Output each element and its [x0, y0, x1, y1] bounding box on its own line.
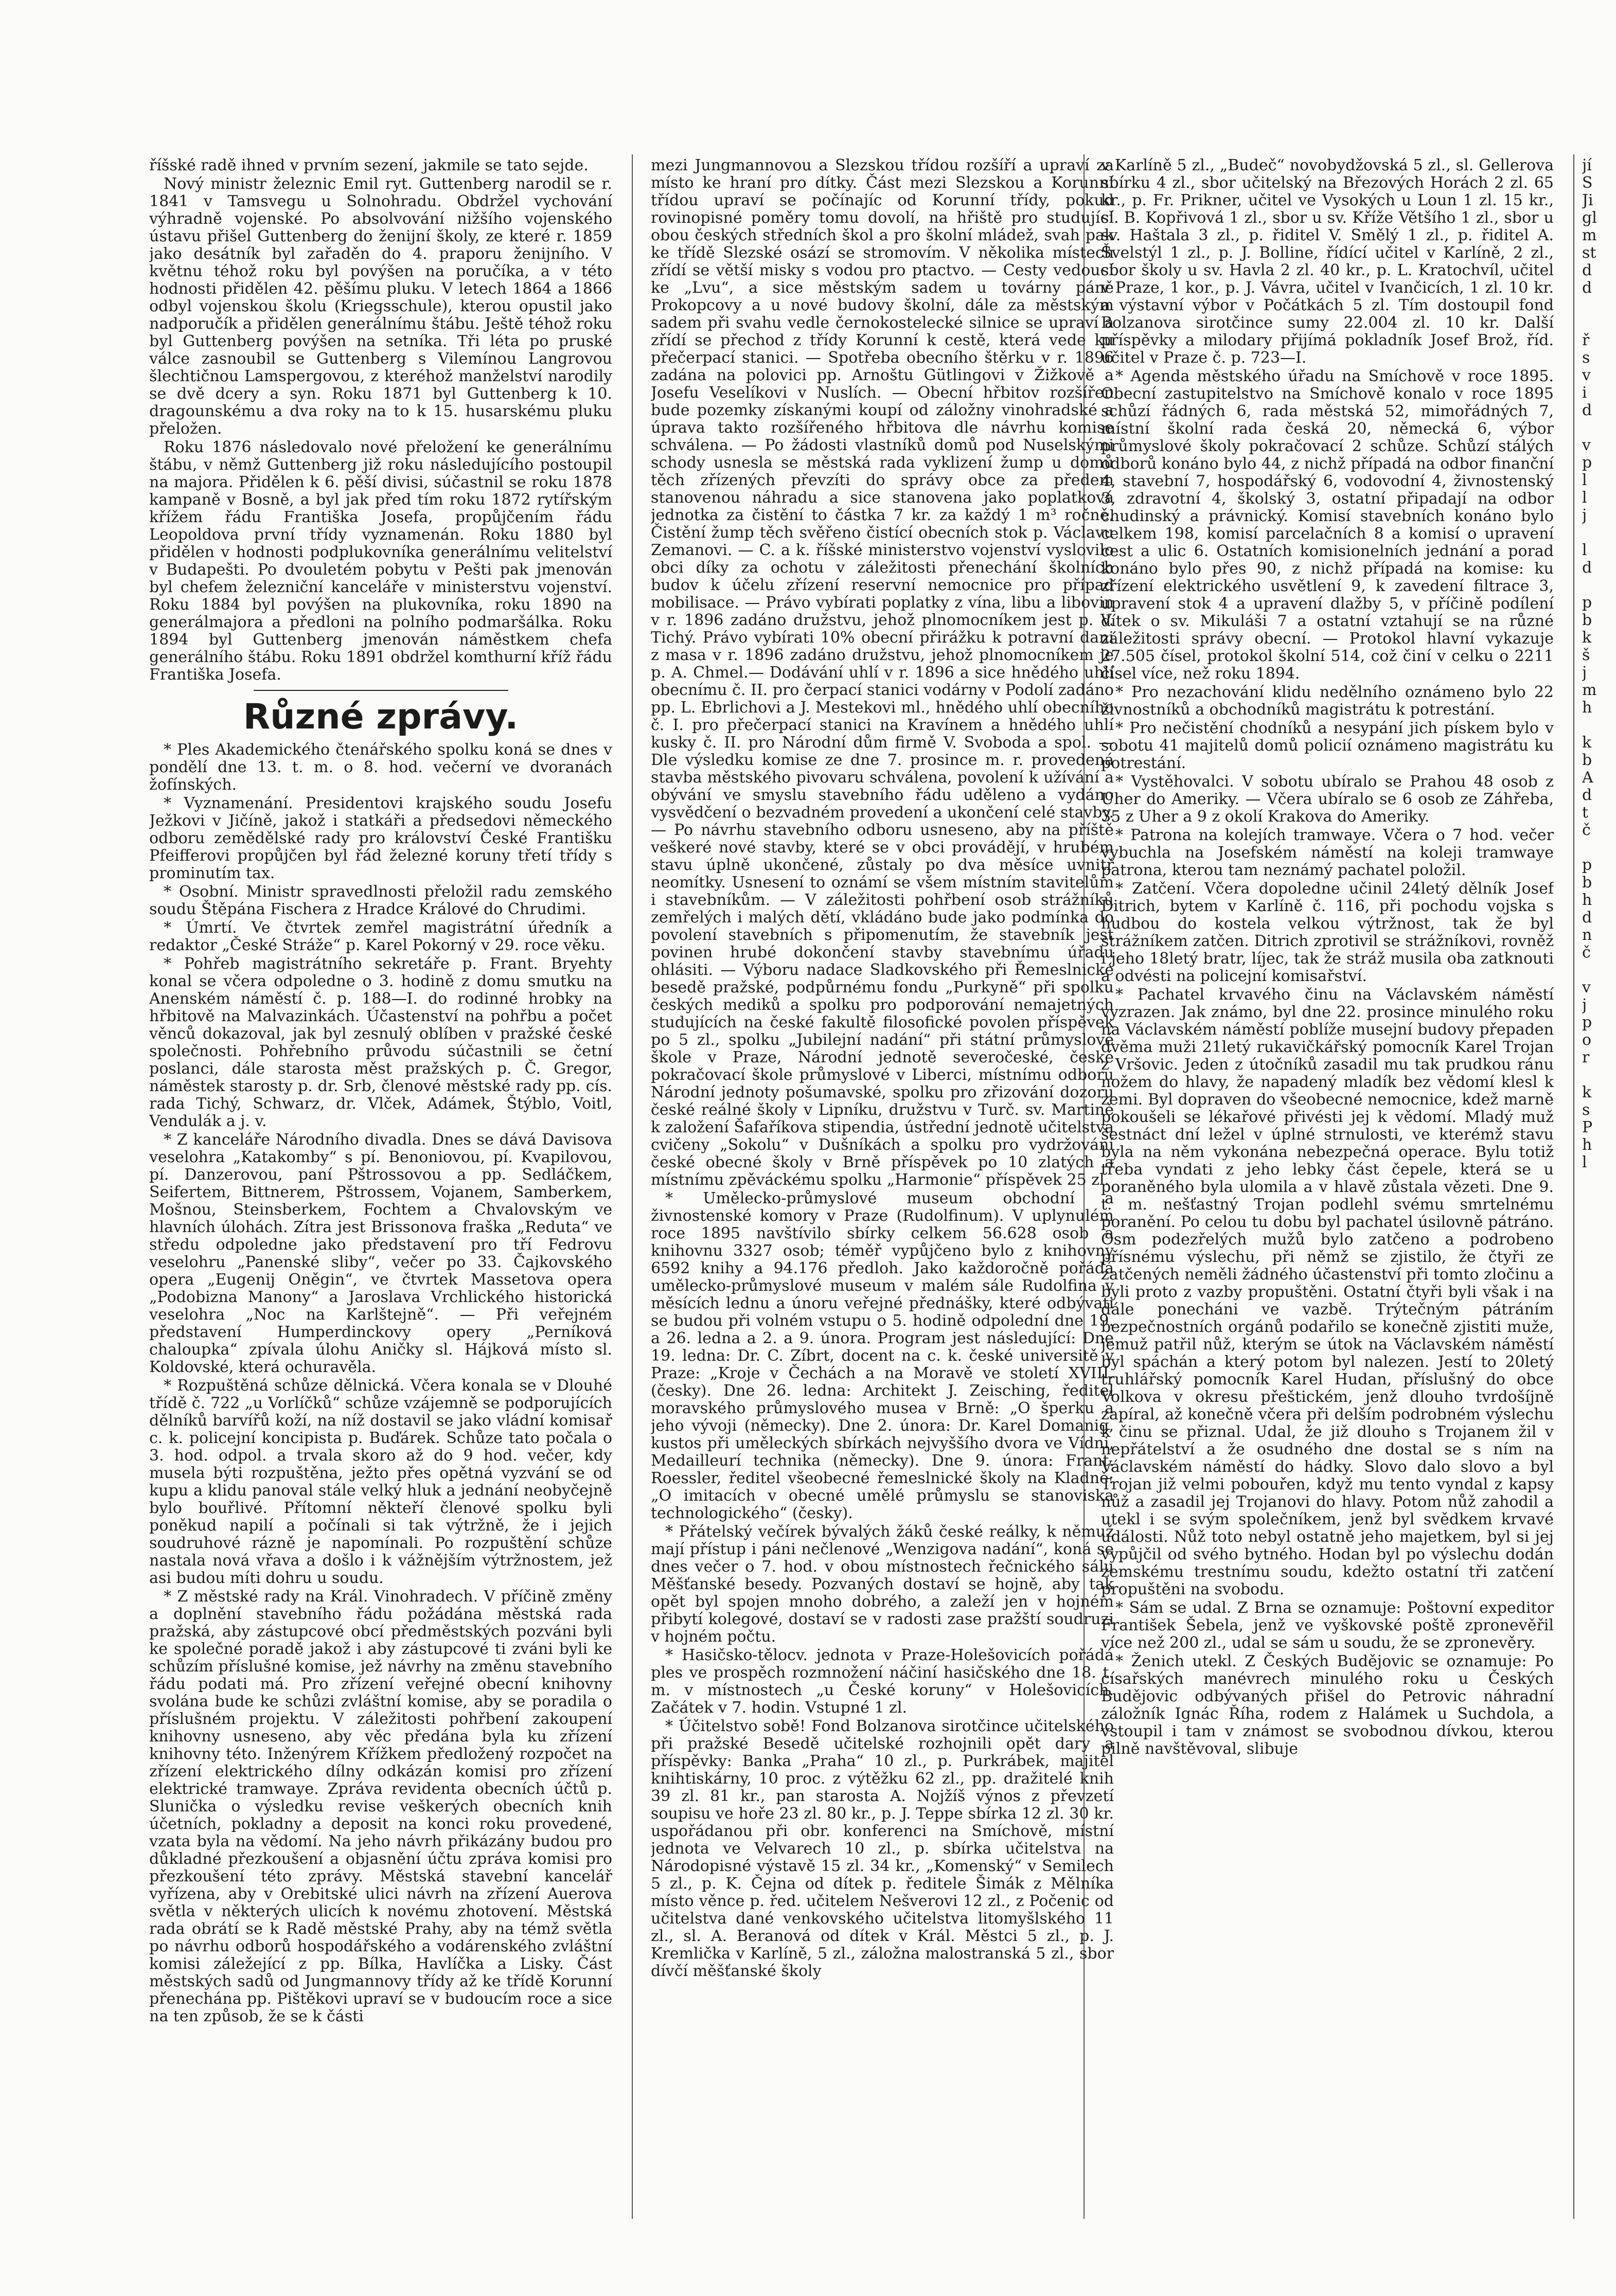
news-item: * Zatčení. Včera dopoledne učinil 24letý dělník Josef Ditrich, bytem v Karlíně č. 116, při pochodu vojska s hudbou do kostela velkou výtržnost, tak že byl strážníkem zatčen. Ditrich zprotivil se strážníkovi, rovněž i jeho 18letý bratr, líjec, tak že stráž musila oba zatknouti a odvésti na policejní komisařství. [1101, 880, 1554, 985]
article-paragraph: říšské radě ihned v prvním sezení, jakmile se tato sejde. [149, 157, 589, 174]
news-item: * Vystěhovalci. V sobotu ubíralo se Prahou 48 osob z Uher do Ameriky. — Včera ubíralo se 6 osob ze Záhřeba, 35 z Uher a 9 z okolí Krakova do Ameriky. [1101, 773, 1554, 826]
column-2 [651, 157, 1114, 2224]
cropped-column-text: jí S Ji gl m st d d ř s v i d v p l l j l d p b k š j m h k b A d t č p b h d n č v j p o r k s P h l [1582, 157, 1597, 1171]
news-item: * Přátelský večírek bývalých žáků české reálky, k němuž mají přístup i páni nečlenové „Wenzigova nadání“, koná se dnes večer o 7. hod. v obou místnostech řečnického sálu Měšťanské besedy. Pozvaných dostaví se hojně, aby tak opět byl spojen mnoho dobrého, a zaleží jen v hojném přibytí kolegové, dostaví se v radosti zase pražští soudruzi v hojném počtu. [651, 1523, 1114, 1646]
news-item: * Hasičsko-tělocv. jednota v Praze-Holešovicích pořádá ples ve prospěch rozmnožení náčiní hasičského dne 18. t. m. v místnostech „u České koruny“ v Holešovicích. Začátek v 7. hodin. Vstupné 1 zl. [651, 1646, 1114, 1717]
news-item: * Agenda městského úřadu na Smíchově v roce 1895. Obecní zastupitelstvo na Smíchově konalo v roce 1895 schůzí řádných 6, rada městská 52, mimořádných 7, místní školní rada česká 20, německá 6, výbor průmyslové školy pokračovací 2 schůze. Schůzí stálých odborů konáno bylo 44, z nichž případá na odbor finanční 4, stavební 7, hospodářský 6, vodovodní 4, živnostenský 3, zdravotní 4, školský 3, ostatní připadají na odbor chudinský a právnický. Komisí stavebních konáno bylo celkem 198, komisí parcelačních 8 a komisí o upravení cest a ulic 6. Ostatních komisionelních jednání a porad konáno bylo přes 90, z nichž případá na komise: ku zřízení elektrického usvětlení 9, k zavedení filtrace 3, upravení stok 4 a upravení dlažby 5, v příčině podílení dítek o sv. Mikuláši 7 a ostatní vztahují se na různé záležitosti správy obecní. — Protokol hlavní vykazuje 27.505 čísel, protokol školní 514, což činí v celku o 2211 čísel více, než roku 1894. [1101, 367, 1554, 683]
separator-rule [254, 690, 508, 691]
news-item: * Rozpuštěná schůze dělnická. Včera konala se v Dlouhé třídě č. 722 „u Vorlíčků“ schůze vzájemně se podporujících dělníků barvířů koží, na níž dostavil se jako vládní komisař c. k. policejní koncipista p. Buďárek. Schůze tato počala o 3. hod. odpol. a trvala skoro až do 9 hod. večer, kdy musela býti rozpuštěna, ježto přes opětná vyzvání se od kupu a klidu panoval stále velký hluk a jednání neobyčejně bylo bouřlivé. Přítomní někteří členové spolku byli poněkud napilí a počínali si tak výtržně, že i jejich soudruhové rázně je napomínali. Po rozpuštění schůze nastala nová vřava a došlo i k vážnějším výtržnostem, jež asi budou míti dohru u soudu. [149, 1377, 612, 1587]
news-item: * Ples Akademického čtenářského spolku koná se dnes v pondělí dne 13. t. m. o 8. hod. večerní ve dvoranách žofínských. [149, 741, 612, 794]
news-item: * Umělecko-průmyslové museum obchodní a živnostenské komory v Praze (Rudolfinum). V uplynulém roce 1895 navštívilo sbírky celkem 56.628 osob a knihovnu 3327 osob; téměř vypůjčeno bylo z knihovny 6592 knihy a 94.176 předloh. Jako každoročně pořádá umělecko-průmyslové museum v malém sále Rudolfina v měsících lednu a únoru veřejné přednášky, které odbývati se budou při volném vstupu o 5. hodině odpolední dne 19. a 26. ledna a 2. a 9. února. Program jest následující: Dne 19. ledna: Dr. C. Zíbrt, docent na c. k. české universitě v Praze: „Kroje v Čechách a na Moravě ve století XVIII. (česky). Dne 26. ledna: Architekt J. Zeisching, ředitel moravského průmyslového musea v Brně: „O šperku a jeho vývoji (německy). Dne 2. února: Dr. Karel Domanig, kustos při uměleckých sbírkách nejvyššího dvora ve Vídni, Medailleurí technika (německy). Dne 9. února: Frant. Roessler, ředitel všeobecné řemeslnické školy na Kladně: „O imitacích v obecné umělé průmyslu se stanoviska technologického“ (česky). [651, 1189, 1114, 1522]
news-item: * Vyznamenání. Presidentovi krajského soudu Josefu Ježkovi v Jičíně, jakož i statkáři a předsedovi německého odboru zemědělské rady pro království České Františku Pfeifferovi propůjčen byl řád železné koruny třetí třídy s prominutím tax. [149, 794, 612, 882]
news-item: * Z kanceláře Národního divadla. Dnes se dává Davisova veselohra „Katakomby“ s pí. Benoniovou, pí. Kvapilovou, pí. Danzerovou, paní Pštrossovou a pp. Sedláčkem, Seifertem, Bittnerem, Pštrossem, Vojanem, Samberkem, Mošnou, Steinsberkem, Fochtem a Chvalovským ve hlavních úlohách. Zítra jest Brissonova fraška „Reduta“ ve středu odpoledne jako představení pro tří Fedrovu veselohru „Panenské sliby“, večer po 33. Čajkovského opera „Eugenij Oněgin“, ve čtvrtek Massetova opera „Podobizna Manony“ a Jaroslava Vrchlického historická veselohra „Noc na Karlštejně“. — Při veřejném představení Humperdinckovy opery „Perníková chaloupka“ zpívala úlohu Aničky sl. Hájková místo sl. Koldovské, která ochuravěla. [149, 1131, 612, 1376]
column-1 [149, 157, 612, 2224]
article-paragraph: Nový ministr železnic Emil ryt. Guttenberg narodil se r. 1841 v Tamsvegu u Solnohradu. Obdržel vychování výhradně vojenské. Po absolvování nižšího vojenského ústavu přišel Guttenberg do ženijní školy, ze které r. 1859 jako desátník byl zařaděn do 4. praporu ženijního. V květnu téhož roku byl povýšen na poručíka, a v této hodnosti přidělen 42. pěšímu pluku. V letech 1864 a 1866 odbyl vojenskou školu (Kriegsschule), kterou opustil jako nadporučík a přidělen generálnímu štábu. Ještě téhož roku byl Guttenberg povýšen na setníka. Tři léta po pruské válce zasnoubil se Guttenberg s Vilemínou Langrovou šlechtičnou Lamspergovou, z kteréhož manželství narodily se dvě dcery a syn. Roku 1871 byl Guttenberg k 10. dragounskému a dva roky na to k 15. husarskému pluku přeložen. [149, 175, 612, 438]
news-item: * Pohřeb magistrátního sekretáře p. Frant. Bryehty konal se včera odpoledne o 3. hodině z domu smutku na Anenském náměstí č. p. 188—I. do rodinné hrobky na hřbitově na Malvazinkách. Účastenství na pohřbu a počet věnců dokazoval, jak byl zesnulý oblíben v pražské české společnosti. Pohřebního průvodu súčastnili se četní poslanci, dále starosta měst pražských p. Č. Gregor, náměstek starosty p. dr. Srb, členové městské rady pp. cís. rada Tichý, Schwarz, dr. Vlček, Adámek, Štýblo, Voitl, Vendulák a j. v. [149, 955, 612, 1130]
news-item: * Úmrtí. Ve čtvrtek zemřel magistrátní úředník a redaktor „České Stráže“ p. Karel Pokorný v 29. roce věku. [149, 919, 612, 954]
column-3 [1101, 157, 1554, 2224]
news-item: * Osobní. Ministr spravedlnosti přeložil radu zemského soudu Štěpána Fischera z Hradce Králové do Chrudimi. [149, 883, 612, 918]
column-4-fragment [1582, 157, 1616, 2224]
column-divider [632, 154, 633, 2219]
news-item: * Patrona na kolejích tramwaye. Včera o 7 hod. večer vybuchla na Josefském náměstí na koleji tramwaye patrona, kterou tam neznámý pachatel položil. [1101, 826, 1554, 879]
news-item: * Pachatel krvavého činu na Václavském náměstí vyzrazen. Jak známo, byl dne 22. prosince minulého roku na Václavském náměstí poblíže musejní budovy přepaden dvěma muži 21letý rukavičkářský pomocník Karel Trojan z Vršovic. Jeden z útočníků zasadil mu tak prudkou ránu nožem do hlavy, že napadený mladík bez vědomí klesl k zemi. Byl dopraven do všeobecné nemocnice, kdež marně pokoušeli se lékařové přivésti jej k vědomí. Mladý muž šestnáct dní ležel v úplné strnulosti, ve kterémž stavu byla na něm vykonána nebezpečná operace. Bylu totiž třeba vyndati z jeho lebky část čepele, která se u poraněného byla ulomila a v hlavě zůstala vězeti. Dne 9. t. m. nešťastný Trojan podlehl svému smrtelnému poranění. Po celou tu dobu byl pachatel úsilovně pátráno. Osm podezřelých mužů bylo zatčeno a podrobeno přísnému výslechu, při němž se zjistilo, že čtyři ze zatčených neměli žádného účastenství při tomto zločinu a byli proto z vazby propuštěni. Ostatní čtyři byli však i na dále ponecháni ve vazbě. Trýtečným pátráním bezpečnostních orgánů podařilo se konečně zjistiti muže, jemuž patřil nůž, kterým se útok na Václavském náměstí byl spáchán a který potom byl nalezen. Jestí to 20letý truhlářský pomocník Karel Hudan, příslušný do obce Volkova v okresu přeštickém, jenž dlouho tvrdošíjně zapíral, až konečně včera při delším podrobném výslechu k činu se přiznal. Udal, že již dlouho s Trojanem žil v nepřátelství a že osudného dne dostal se s ním na Václavském náměstí do hádky. Slovo dalo slovo a byl Trojan již velmi pobouřen, když mu tento vyndal z kapsy nůž a zasadil jej Trojanovi do hlavy. Potom nůž zahodil a utekl i se svým společníkem, jenž byl svědkem krvavé události. Nůž toto nebyl ostatně jeho majetkem, byl si jej vypůjčil od svého bytného. Hodan byl po výslechu dodán zemskému trestnímu soudu, kdežto ostatní tři zatčení propuštěni na svobodu. [1101, 986, 1554, 1598]
article-paragraph: Roku 1876 následovalo nové přeložení ke generálnímu štábu, v němž Guttenberg již roku následujícího postoupil na majora. Přidělen k 6. pěší divisi, súčastnil se roku 1878 kampaně v Bosně, a byl jak před tím roku 1872 rytířským křížem řádu Františka Josefa, propůjčením řádu Leopoldova první třídy vyznamenán. Roku 1880 byl přidělen v hodnosti podplukovníka generálnímu velitelství v Budapešti. Po dvouletém pobytu v Pešti pak jmenován byl chefem železniční kanceláře v ministerstvu vojenství. Roku 1884 byl povýšen na plukovníka, roku 1890 na generálmajora a předloni na polního podmaršálka. Roku 1894 byl Guttenberg jmenován náměstkem chefa generálního štábu. Roku 1891 obdržel komthurní kříž řádu Františka Josefa. [149, 438, 612, 684]
news-item: v Karlíně 5 zl., „Budeč“ novobydžovská 5 zl., sl. Gellerova sbírku 4 zl., sbor učitelský na Březových Horách 2 zl. 65 kr., p. Fr. Prikner, učitel ve Vysokých u Loun 1 zl. 15 kr., sl. B. Kopřivová 1 zl., sbor u sv. Kříže Většího 1 zl., sbor u sv. Haštala 3 zl., p. řiditel V. Smělý 1 zl., p. řiditel A. Švelstýl 1 zl., p. J. Bolline, řídící učitel v Karlíně, 2 zl., sbor školy u sv. Havla 2 zl. 40 kr., p. L. Kratochvíl, učitel v Praze, 1 kor., p. J. Vávra, učitel v Ivančicích, 1 zl. 10 kr. a výstavní výbor v Počátkách 5 zl. Tím dostoupil fond Bolzanova sirotčince sumy 22.004 zl. 10 kr. Další příspěvky a milodary přijímá pokladník Josef Brož, říd. učitel v Praze č. p. 723—I. [1101, 157, 1554, 367]
column-divider [1573, 154, 1574, 2219]
news-item: * Ženich utekl. Z Českých Budějovic se oznamuje: Po císařských manévrech minulého roku u Českých Budějovic odbývaných přišel do Petrovic náhradní záložník Ignác Říha, rodem z Halámek u Suchdola, a vstoupil i tam v známost se svobodnou dívkou, kterou pilně navštěvoval, slibuje [1101, 1652, 1554, 1758]
news-item: * Účitelstvo sobě! Fond Bolzanova sirotčince učitelského při pražské Besedě učitelské rozhojnili opět dary a příspěvky: Banka „Praha“ 10 zl., p. Purkrábek, majitel knihtiskárny, 10 proc. z výtěžku 62 zl., pp. dražitelé knih 39 zl. 81 kr., pan starosta A. Nojžíš výnos z převzetí soupisu ve hoře 23 zl. 80 kr., p. J. Teppe sbírka 12 zl. 30 kr. uspořádanou při obr. konferenci na Smíchově, místní jednota ve Velvarech 10 zl., p. sbírka učitelstva na Národopisné výstavě 15 zl. 34 kr., „Komenský“ v Semilech 5 zl., p. K. Čejna od dítek p. ředitele Šimák z Mělníka místo věnce p. řed. učitelem Nešverovi 12 zl., z Počenic od učitelstva dané venkovského učitelstva litomyšlského 11 zl., sl. A. Beranová od dítek v Král. Městci 5 zl., p. J. Kremlička v Karlíně, 5 zl., záložna malostranská 5 zl., sbor dívčí měšťanské školy [651, 1717, 1114, 1980]
news-item: mezi Jungmannovou a Slezskou třídou rozšíří a upraví za místo ke hraní pro dítky. Část mezi Slezskou a Korunní třídou upraví se počínajíc od Korunní třídy, pokud rovinopisné poměry tomu dovolí, na hřiště pro studující obou českých středních škol a pro školní mládež, svah pak ke třídě Slezské osází se stromovím. V několika místech zřídí se větší misky s vodou pro ptactvo. — Cesty vedoucí ke „Lvu“, a sice městským sadem u továrny páně Prokopcovy a u nové budovy školní, dále za městským sadem při svahu vedle černokostelecké silnice se upraví a zřídí se přechod z třídy Korunní k cestě, která vede ku přečerpací stanici. — Spotřeba obecního štěrku v r. 1896 zadána na polovici pp. Arnoštu Gütlingovi v Žižkově a Josefu Veselíkovi v Nuslích. — Obecní hřbitov rozšířen bude pozemky získanými koupí od záložny vinohradské a úprava takto rozšířeného hřbitova dle návrhu komise schválena. — Po žádosti vlastníků domů pod Nuselskými schody usnesla se městská rada vyklizení žump u domů těch zřízených převzíti do správy obce za předem stanovenou náhradu a sice stanovena jako poplatková jednotka za čistění to částka 7 kr. za každý 1 m³ ročně. Čistění žump těch svěřeno čistící obecních stok p. Václavu Zemanovi. — C. a k. říšské ministerstvo vojenství vyslovilo obci díky za ochotu v záležitosti přenechání školních budov k účelu zřízení reservní nemocnice pro případ mobilisace. — Právo vybírati poplatky z vína, libu a libovin v r. 1896 zadáno družstvu, jehož plnomocníkem jest p. V. Tichý. Právo vybírati 10% obecní přirážku k potravní dani z masa v r. 1896 zadáno družstvu, jehož plnomocníkem je p. A. Chmel.— Dodávání uhlí v r. 1896 a sice hnědého uhlí obecnímu č. II. pro čerpací stanici vodárny v Podolí zadáno pp. L. Ebrlichovi a J. Mestekovi ml., hnědého uhlí obecního č. I. pro přečerpací stanici na Kravínem a hnědého uhlí kusky č. II. pro Národní dům firmě V. Svoboda a spol. — Dle výsledku komise ze dne 7. prosince m. r. provedená stavba městského pivovaru schválena, povolení k užívání a obývání ve smyslu stavebního řádu uděleno a vydáno vysvědčení o bezvadném provedení a ukončení celé stavby. — Po návrhu stavebního odboru usneseno, aby na příště veškeré nové stavby, které se v obci provádějí, v hrubém stavu úplně ukončené, zůstaly po dva měsíce uvnitř neomítky. Usnesení to oznámí se všem místním stavitelům i stavebníkům. — V záležitosti pohřbení osob strážníků zemřelých i malých dětí, vkládáno bude jako podmínka do povolení stavebních s připomenutím, že stavebník jest povinen hrubé dokončení stavby stavebnímu úřadu ohlásiti. — Výboru nadace Sladkovského při Řemeslnické besedě pražské, podpůrnému fondu „Purkyně“ při spolku českých mediků a spolku pro podporování nemajetných studujících na české fakultě filosofické povolen příspěvek po 5 zl., spolku „Jubilejní nadání“ při státní průmyslové škole v Praze, Národní jednotě severočeské, české pokračovací škole průmyslové v Liberci, místnímu odboru Národní jednoty pošumavské, spolku pro zřizování dozoru české reálné školy v Lipníku, družstvu v Turč. sv. Martině k založení Šafaříkova stipendia, ústřední jednotě učitelstva cvičeny „Sokolu“ v Dušníkách a spolku pro vydržování české obecné školy v Brně příspěvek po 10 zlatých a místnímu zpěváckému spolku „Harmonie“ příspěvek 25 zl. [651, 157, 1114, 1189]
news-item: * Z městské rady na Král. Vinohradech. V příčině změny a doplnění stavebního řádu požádána městská rada pražská, aby zástupcové obcí předměstských pozváni byli ke společné poradě jakož i aby zástupcové ti zváni byli ke schůzím příslušné komise, jež návrhy na změnu stavebního řádu podati má. Pro zřízení veřejné obecní knihovny svolána bude ke schůzi zvláštní komise, aby se poradila o příslušném projektu. V záležitosti pohřbení zakoupení knihovny usneseno, aby věc předána byla ku zřízení knihovny této. Inženýrem Křížkem předložený rozpočet na zřízení elektrického dílny odkázán komisi pro zřízení elektrické tramwaye. Zpráva revidenta obecních účtů p. Slunička o výsledku revise veškerých obecních knih účetních, pokladny a deposit na konci roku provedené, vzata byla na vědomí. Na jeho návrh přikázány budou pro důkladné přezkoušení a objasnění účtu zpráva komisi pro přezkoušení této zprávy. Městská stavební kancelář vyřízena, aby v Orebitské ulici návrh na zřízení Auerova světla v některých ulicích k novému zhotovení. Městská rada obrátí se k Radě městské Prahy, aby na témž světla po návrhu odborů hospodářského a vodárenského zvláštní komisi záležející z pp. Bílka, Havlíčka a Lisky. Část městských sadů od Jungmannovy třídy až ke třídě Korunní přenechána pp. Pištěkovi upraví se v budoucím roce a sice na ten způsob, že se k části [149, 1588, 612, 2025]
news-item: * Pro nezachování klidu nedělního oznámeno bylo 22 živnostníků a obchodníků magistrátu k potrestání. [1101, 683, 1554, 719]
section-heading: Různé zprávy. [243, 697, 519, 737]
news-item: * Sám se udal. Z Brna se oznamuje: Poštovní expeditor František Šebela, jenž ve vyškovské poště zpronevěřil více než 200 zl., udal se sám u soudu, že se zpronevěry. [1101, 1599, 1554, 1652]
news-item: * Pro nečistění chodníků a nesypání jich pískem bylo v sobotu 41 majitelů domů policií oznámeno magistrátu ku potrestání. [1101, 719, 1554, 772]
